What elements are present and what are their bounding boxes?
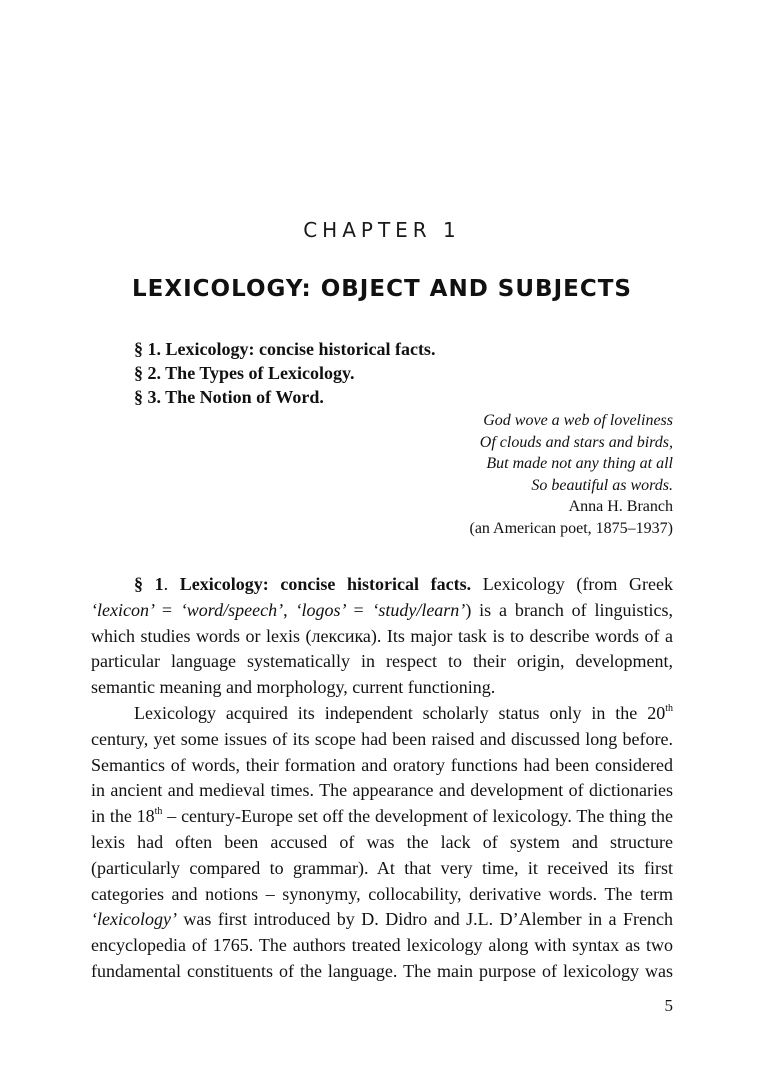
superscript-th-2: th <box>154 806 163 818</box>
paragraph-2 <box>91 701 673 985</box>
term-lexicology: ‘lexicology’ <box>91 909 177 930</box>
paragraph-2-text-d: was first introduced by D. Didro and J.L. D’Alember in a French encyclopedia of 1765. The authors treated lexicology along with syntax as two fundamental constituents of the language. The main purpose of lexicology was <box>91 909 673 981</box>
epigraph-line-3: But made not any thing at all <box>486 455 673 472</box>
epigraph-line-4: So beautiful as words. <box>531 476 673 494</box>
paragraph-1-text-b: , <box>283 599 296 620</box>
lexicon-gloss: ‘lexicon’ = ‘word/speech’ <box>91 599 284 620</box>
chapter-title: LEXICOLOGY: OBJECT AND SUBJECTS <box>132 276 632 302</box>
epigraph-author-note: (an American poet, 1875–1937) <box>469 519 673 537</box>
section-list <box>134 337 435 409</box>
paragraph-1 <box>91 572 673 701</box>
chapter-label: CHAPTER 1 <box>303 218 461 242</box>
section-item-1: § 1. Lexicology: concise historical facts. <box>134 339 436 359</box>
epigraph-line-1: God wove a web of loveliness <box>483 412 673 429</box>
section-item-2: § 2. The Types of Lexicology. <box>134 363 355 383</box>
paragraph-1-text-c: ) is a branch of linguistics, which studies words or lexis (лексика). Its major task is to describe words of a particular language systematically in respect to their origin, development, semantic meaning and morphology, current functioning. <box>91 599 674 698</box>
epigraph-author: Anna H. Branch <box>568 498 673 515</box>
section-mark: § 1 <box>134 574 164 594</box>
epigraph-line-2: Of clouds and stars and birds, <box>479 433 673 451</box>
section-item-3: § 3. The Notion of Word. <box>134 387 324 407</box>
logos-gloss: ‘logos’ = ‘study/learn’ <box>295 599 466 620</box>
section-heading: Lexicology: concise historical facts. <box>179 574 472 594</box>
section-mark-separator: . <box>163 574 180 594</box>
paragraph-2-text-b: century, yet some issues of its scope had been raised and discussed long before. Semantics of words, their formation and oratory functions had been considered in ancient and medieval times. The appearance and development of dictionaries in the 18 <box>91 728 673 827</box>
paragraph-2-text-a: Lexicology acquired its independent scholarly status only in the 20 <box>134 702 666 723</box>
page-number: 5 <box>664 996 673 1015</box>
epigraph <box>470 410 674 539</box>
superscript-th-1: th <box>665 702 673 714</box>
paragraph-1-text-a: Lexicology (from Greek <box>471 574 673 594</box>
paragraph-2-text-c: – century-Europe set off the development of lexicology. The thing the lexis had often been accused of was the lack of system and structure (particularly compared to grammar). At that very time, it received its first categories and notions – synonymy, collocability, derivative words. The term <box>91 806 673 904</box>
body-text <box>91 572 673 985</box>
